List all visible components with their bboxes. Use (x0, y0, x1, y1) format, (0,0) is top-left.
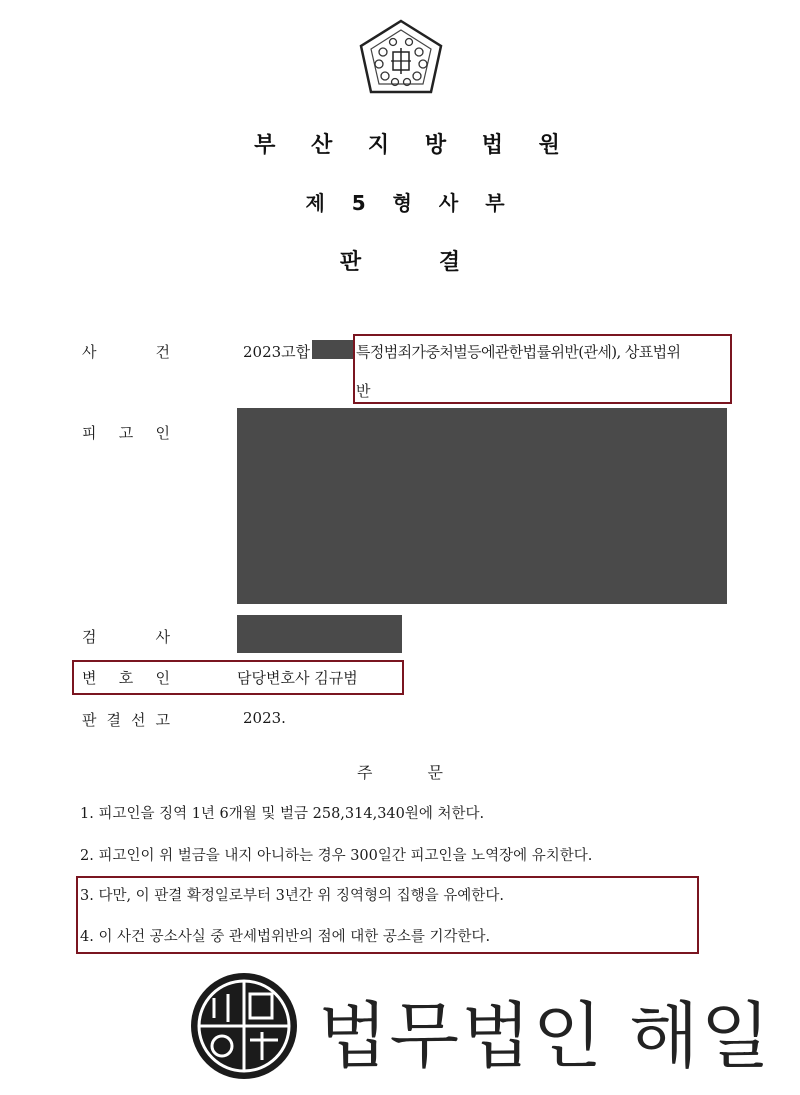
case-name-line2: 반 (356, 382, 371, 400)
prosecutor-label: 검 사 (82, 628, 170, 646)
case-name-line1: 특정범죄가중처벌등에관한법률위반(관세), 상표법위 (356, 343, 681, 361)
verdict-date-label: 판 결 선 고 (82, 711, 170, 729)
counsel-value: 담당변호사 김규범 (237, 669, 358, 687)
law-firm-name: 법무법인 해일 (318, 994, 773, 1078)
court-name: 부 산 지 방 법 원 (254, 133, 574, 158)
order-item-3: 3. 다만, 이 판결 확정일로부터 3년간 위 징역형의 집행을 유예한다. (80, 888, 504, 904)
case-label: 사 건 (82, 343, 170, 361)
division-name: 제 5 형 사 부 (305, 191, 515, 215)
verdict-date-value: 2023. (243, 709, 286, 727)
law-firm-logo-icon (188, 970, 300, 1082)
case-number: 2023고합 (243, 343, 311, 361)
order-item-1: 1. 피고인을 징역 1년 6개월 및 벌금 258,314,340원에 처한다. (80, 806, 485, 822)
order-item-4: 4. 이 사건 공소사실 중 관세법위반의 점에 대한 공소를 기각한다. (80, 929, 491, 945)
document-type: 판 결 (339, 250, 461, 275)
case-number-redaction (312, 340, 354, 359)
order-item-2: 2. 피고인이 위 벌금을 내지 아니하는 경우 300일간 피고인을 노역장에 유치한다. (80, 848, 593, 864)
prosecutor-redaction (237, 615, 402, 653)
defendant-label: 피 고 인 (82, 424, 170, 442)
order-heading: 주 문 (357, 763, 443, 782)
defendant-redaction (237, 408, 727, 604)
counsel-label: 변 호 인 (82, 669, 170, 687)
court-seal-emblem (355, 18, 447, 96)
